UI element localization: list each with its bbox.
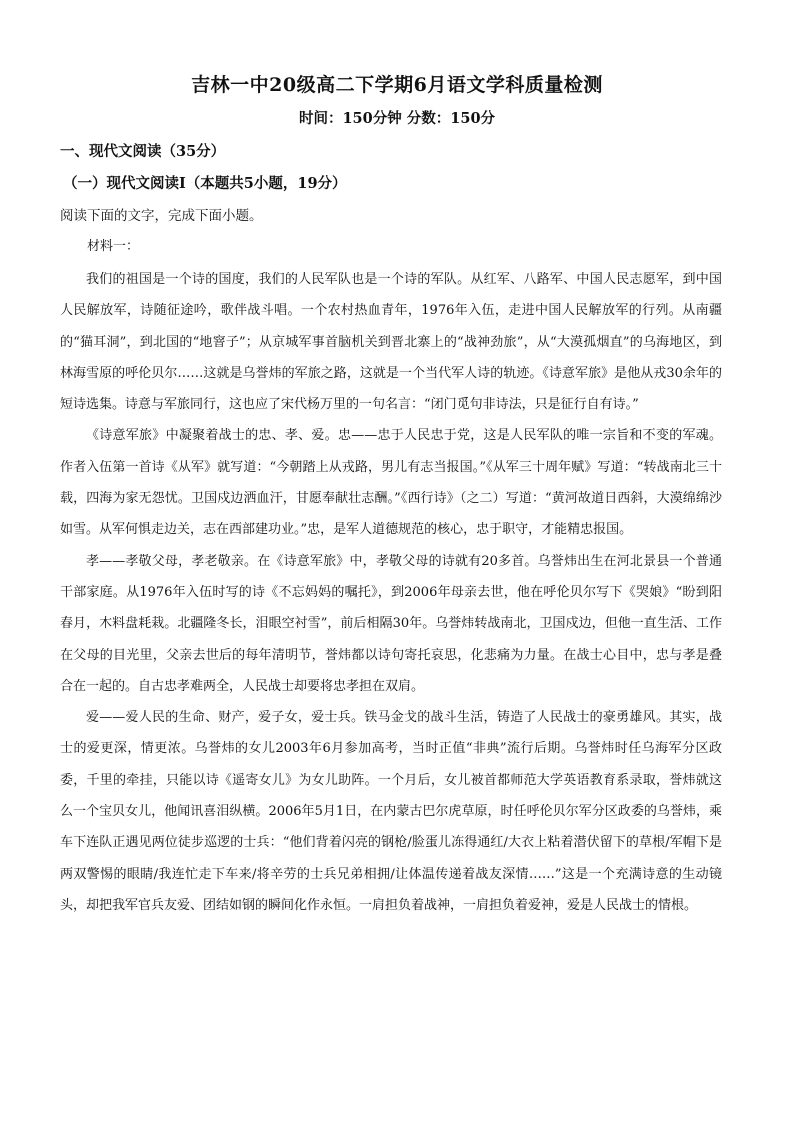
paragraph-2: 《诗意军旅》中凝聚着战士的忠、孝、爱。忠——忠于人民忠于党，这是人民军队的唯一宗旨和不变的军魂。作者入伍第一首诗《从军》就写道：“今朝踏上从戎路，男儿有志当报国。”《从军三十周年赋》写道：“转战南北三十载，四海为家无怨忧。卫国戍边洒血汗，甘愿奉献壮志酬。”《西行诗》（之二）写道：“黄河故道日西斜，大漠绵绵沙如雪。从军何惧走边关，志在西部建功业。”忠，是军人道德规范的核心，忠于职守，才能精忠报国。 xyxy=(60,428,722,538)
exam-time-and-score: 时间：150分钟 分数：150分 xyxy=(298,110,496,127)
subsection-heading: （一）现代文阅读Ⅰ（本题共5小题，19分） xyxy=(63,175,347,192)
section-heading: 一、现代文阅读（35分） xyxy=(60,143,226,160)
exam-title: 吉林一中20级高二下学期6月语文学科质量检测 xyxy=(191,74,603,96)
paragraph-1: 我们的祖国是一个诗的国度，我们的人民军队也是一个诗的军队。从红军、八路军、中国人民志愿军，到中国人民解放军，诗随征途吟，歌伴战斗唱。一个农村热血青年，1976年入伍，走进中国人民解放军的行列。从南疆的“猫耳洞”，到北国的“地窨子”；从京城军事首脑机关到晋北寨上的“战神劲旅”，从“大漠孤烟直”的乌海地区，到林海雪原的呼伦贝尔……这就是乌誉炜的军旅之路，这就是一个当代军人诗的轨迹。《诗意军旅》是他从戎30余年的短诗选集。诗意与军旅同行，这也应了宋代杨万里的一句名言：“闭门觅句非诗法，只是征行自有诗。” xyxy=(60,272,722,413)
paragraph-3: 孝——孝敬父母，孝老敬亲。在《诗意军旅》中，孝敬父母的诗就有20多首。乌誉炜出生在河北景县一个普通干部家庭。从1976年入伍时写的诗《不忘妈妈的嘱托》，到2006年母亲去世，他在呼伦贝尔写下《哭娘》“盼到阳春月，木料盘耗栽。北疆隆冬长，泪眼空衬雪”，前后相隔30年。乌誉炜转战南北，卫国戍边，但他一直生活、工作在父母的目光里，父亲去世后的每年清明节，誉炜都以诗句寄托哀思，化悲痛为力量。在战士心目中，忠与孝是叠合在一起的。自古忠孝难两全，人民战士却要将忠孝担在双肩。 xyxy=(60,553,722,694)
paragraph-4: 爱——爱人民的生命、财产，爱子女，爱士兵。铁马金戈的战斗生活，铸造了人民战士的豪勇雄风。其实，战士的爱更深，情更浓。乌誉炜的女儿2003年6月参加高考，当时正值“非典”流行后期。乌誉炜时任乌海军分区政委，千里的牵挂，只能以诗《遥寄女儿》为女儿助阵。一个月后，女儿被首都师范大学英语教育系录取，誉炜就这么一个宝贝女儿，他闻讯喜泪纵横。2006年5月1日，在内蒙古巴尔虎草原，时任呼伦贝尔军分区政委的乌誉炜，乘车下连队正遇见两位徒步巡逻的士兵：“他们背着闪亮的钢枪/脸蛋儿冻得通红/大衣上粘着潜伏留下的草根/军帽下是两双警惕的眼睛/我连忙走下车来/将辛劳的士兵兄弟相拥/让体温传递着战友深情……”这是一个充满诗意的生动镜头，却把我军官兵友爱、团结如钢的瞬间化作永恒。一肩担负着战神，一肩担负着爱神，爱是人民战士的情根。 xyxy=(60,710,722,913)
reading-instruction: 阅读下面的文字，完成下面小题。 xyxy=(60,208,263,224)
material-label: 材料一： xyxy=(87,239,140,254)
material-body xyxy=(60,264,722,921)
